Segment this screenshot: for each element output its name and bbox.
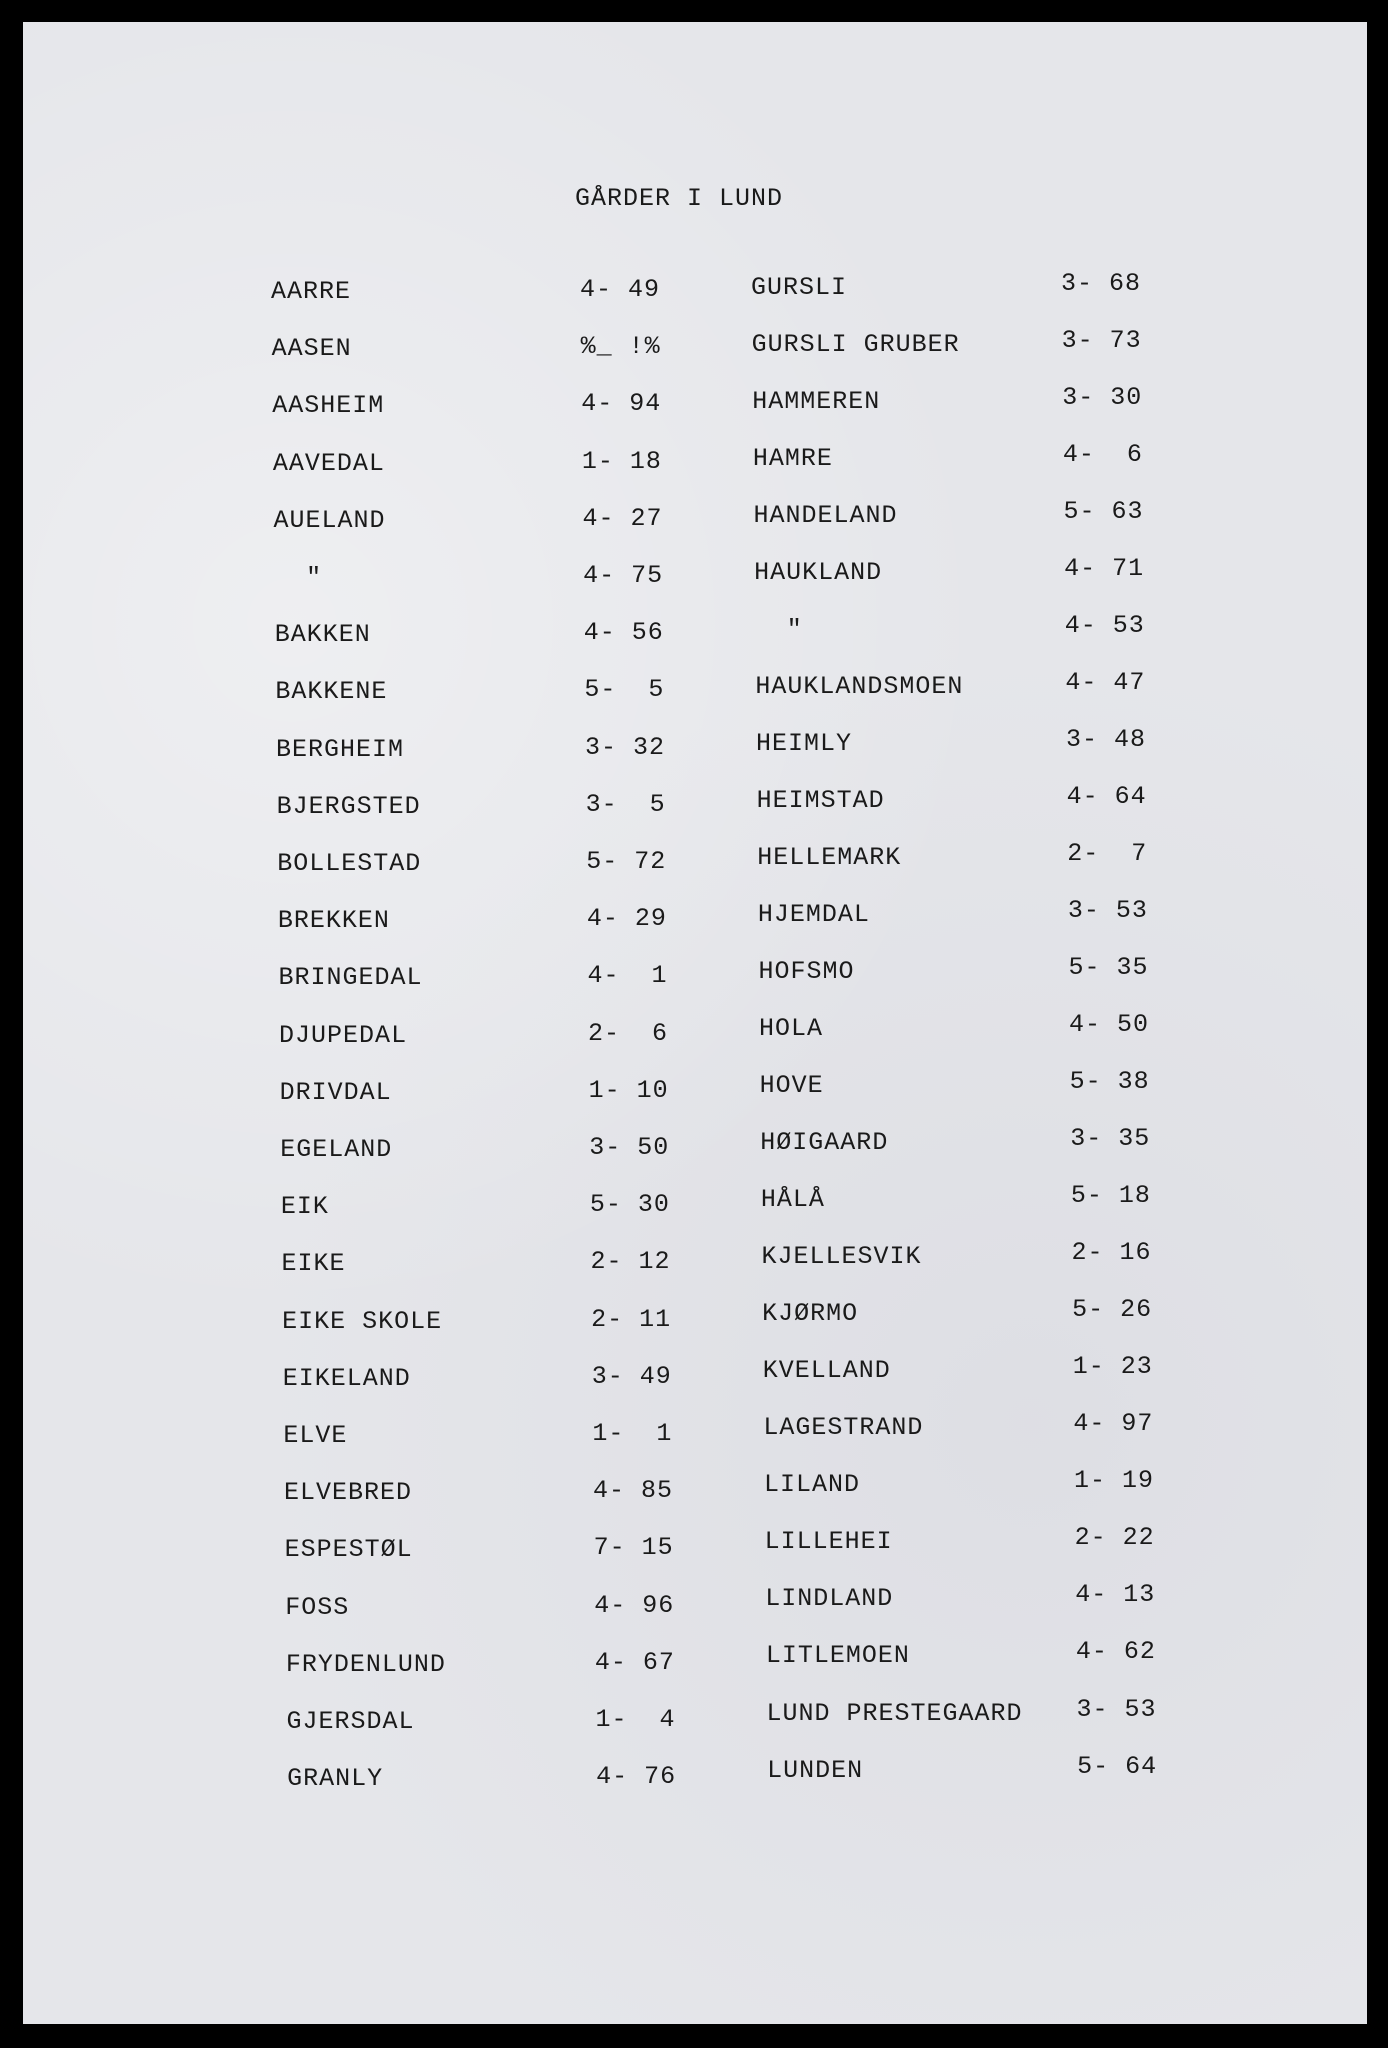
farm-ref-left: 4- 29 <box>586 904 667 934</box>
farm-name-right: HJEMDAL <box>757 900 870 930</box>
farm-name-left: EIKELAND <box>282 1363 411 1393</box>
farm-name-right: HØIGAARD <box>760 1128 889 1158</box>
farm-name-right: GURSLI GRUBER <box>751 330 960 360</box>
farm-ref-left: 4- 75 <box>583 561 664 590</box>
farm-ref-left: 4- 94 <box>581 389 662 419</box>
farm-ref-left: 3- 50 <box>589 1133 670 1162</box>
farm-ref-left: 2- 6 <box>588 1018 669 1048</box>
farm-ref-right: 4- 71 <box>1064 554 1145 584</box>
farm-ref-right: 2- 16 <box>1071 1238 1152 1268</box>
farm-ref-right: 4- 50 <box>1069 1010 1150 1040</box>
farm-name-left: DJUPEDAL <box>279 1020 408 1050</box>
farm-name-left: EIKE SKOLE <box>282 1306 443 1336</box>
farm-ref-right: 4- 13 <box>1075 1580 1156 1610</box>
farm-name-right: HAMMEREN <box>752 387 881 417</box>
farm-name-right: HOVE <box>759 1071 824 1101</box>
farm-ref-right: 4- 64 <box>1066 782 1147 812</box>
farm-name-left: BERGHEIM <box>275 734 404 764</box>
farm-ref-right: 2- 22 <box>1074 1523 1155 1553</box>
farm-ref-left: 5- 30 <box>589 1190 670 1220</box>
farm-ref-left: 4- 76 <box>596 1762 677 1792</box>
farm-name-left: AUELAND <box>273 505 386 535</box>
farm-name-right: LILAND <box>764 1470 861 1500</box>
farm-name-right: HOFSMO <box>758 957 855 987</box>
farm-ref-left: 3- 32 <box>584 732 665 762</box>
farm-ref-left: 4- 49 <box>580 275 661 304</box>
farm-ref-right: 5- 64 <box>1077 1751 1158 1781</box>
farm-ref-left: 4- 85 <box>593 1476 674 1506</box>
farm-name-left: BJERGSTED <box>276 791 421 821</box>
page-title: GÅRDER I LUND <box>575 184 784 213</box>
farm-ref-right: 3- 68 <box>1061 269 1142 298</box>
farm-name-left: BOLLESTAD <box>277 849 422 878</box>
farm-ref-right: 3- 35 <box>1070 1124 1151 1154</box>
farm-ref-left: 7- 15 <box>593 1533 674 1563</box>
farm-ref-left: 1- 10 <box>588 1075 669 1105</box>
farm-ref-left: 4- 56 <box>583 618 664 648</box>
farm-ref-right: 4- 62 <box>1075 1637 1156 1667</box>
farm-ref-right: 1- 23 <box>1072 1352 1153 1382</box>
farm-ref-left: 4- 96 <box>594 1590 675 1620</box>
farm-name-right: HAUKLANDSMOEN <box>755 672 964 702</box>
farm-name-right: KJELLESVIK <box>761 1242 922 1272</box>
farm-name-right: LAGESTRAND <box>763 1413 924 1443</box>
farm-name-right: GURSLI <box>751 273 848 302</box>
farm-ref-left: 4- 67 <box>594 1647 675 1677</box>
farm-name-left: AASEN <box>271 334 352 364</box>
farm-name-right: LITLEMOEN <box>765 1641 910 1671</box>
farm-name-right: LILLEHEI <box>764 1527 893 1557</box>
farm-name-right: HANDELAND <box>753 501 898 531</box>
farm-ref-right: 5- 18 <box>1070 1181 1151 1211</box>
farm-name-left: ELVEBRED <box>284 1478 413 1508</box>
farm-name-right: LINDLAND <box>765 1584 894 1614</box>
farm-name-right: KJØRMO <box>762 1299 859 1329</box>
farm-name-right: HEIMSTAD <box>756 786 885 816</box>
farm-name-left: BREKKEN <box>277 906 390 936</box>
farm-name-left: EIK <box>280 1192 329 1222</box>
farm-ref-right: 3- 30 <box>1062 383 1143 413</box>
farm-name-left: ESPESTØL <box>284 1535 413 1565</box>
farm-name-left: EGELAND <box>280 1135 393 1164</box>
farm-name-right: " <box>754 615 803 645</box>
farm-name-left: ELVE <box>283 1421 348 1450</box>
farm-name-left: " <box>274 563 323 592</box>
farm-ref-left: 1- 1 <box>592 1419 673 1448</box>
farm-name-left: GJERSDAL <box>286 1707 415 1736</box>
farm-ref-right: 5- 26 <box>1072 1295 1153 1325</box>
farm-ref-right: 5- 35 <box>1068 953 1149 983</box>
farm-name-left: BAKKENE <box>275 677 388 707</box>
farm-ref-left: 4- 27 <box>582 503 663 533</box>
farm-ref-right: 3- 48 <box>1065 725 1146 755</box>
farm-ref-right: 4- 47 <box>1065 668 1146 698</box>
farm-name-right: LUND PRESTEGAARD <box>766 1698 1023 1728</box>
farm-ref-right: 4- 6 <box>1062 440 1143 470</box>
farm-ref-right: 5- 63 <box>1063 497 1144 527</box>
farm-ref-right: 4- 53 <box>1064 611 1145 641</box>
farm-name-left: FRYDENLUND <box>285 1649 446 1679</box>
farm-name-left: BAKKEN <box>274 620 371 650</box>
farm-name-left: FOSS <box>285 1592 350 1622</box>
farm-name-right: HAUKLAND <box>754 558 883 588</box>
farm-name-right: HELLEMARK <box>757 843 902 873</box>
farm-ref-left: 1- 4 <box>595 1705 676 1734</box>
farm-ref-left: 3- 5 <box>585 789 666 819</box>
farm-ref-left: %_ !% <box>580 332 661 362</box>
farm-ref-left: 2- 11 <box>591 1304 672 1334</box>
farm-name-left: EIKE <box>281 1249 346 1279</box>
farm-name-left: AASHEIM <box>272 391 385 421</box>
farm-ref-right: 3- 53 <box>1076 1694 1157 1724</box>
farm-ref-right: 4- 97 <box>1073 1409 1154 1439</box>
farm-name-left: AAVEDAL <box>272 448 385 478</box>
farm-ref-left: 1- 18 <box>581 446 662 476</box>
farm-name-right: LUNDEN <box>767 1755 864 1785</box>
farm-ref-left: 5- 5 <box>584 675 665 705</box>
farm-ref-right: 5- 38 <box>1069 1067 1150 1097</box>
farm-ref-left: 5- 72 <box>586 847 667 876</box>
farm-name-right: HEIMLY <box>755 729 852 759</box>
document-page <box>23 22 1367 2024</box>
farm-ref-right: 1- 19 <box>1074 1466 1155 1496</box>
farm-name-left: AARRE <box>271 277 352 306</box>
farm-name-left: BRINGEDAL <box>278 963 423 993</box>
farm-name-left: DRIVDAL <box>279 1077 392 1107</box>
farm-ref-left: 4- 1 <box>587 961 668 991</box>
farm-name-right: KVELLAND <box>762 1356 891 1386</box>
farm-ref-right: 3- 73 <box>1061 326 1142 356</box>
farm-name-left: GRANLY <box>287 1764 384 1794</box>
farm-ref-left: 3- 49 <box>591 1361 672 1391</box>
farm-name-right: HÅLÅ <box>760 1185 825 1215</box>
farm-ref-right: 2- 7 <box>1067 839 1148 869</box>
farm-ref-right: 3- 53 <box>1067 896 1148 926</box>
farm-ref-left: 2- 12 <box>590 1247 671 1277</box>
farm-name-right: HAMRE <box>752 444 833 474</box>
farm-name-right: HOLA <box>759 1014 824 1044</box>
